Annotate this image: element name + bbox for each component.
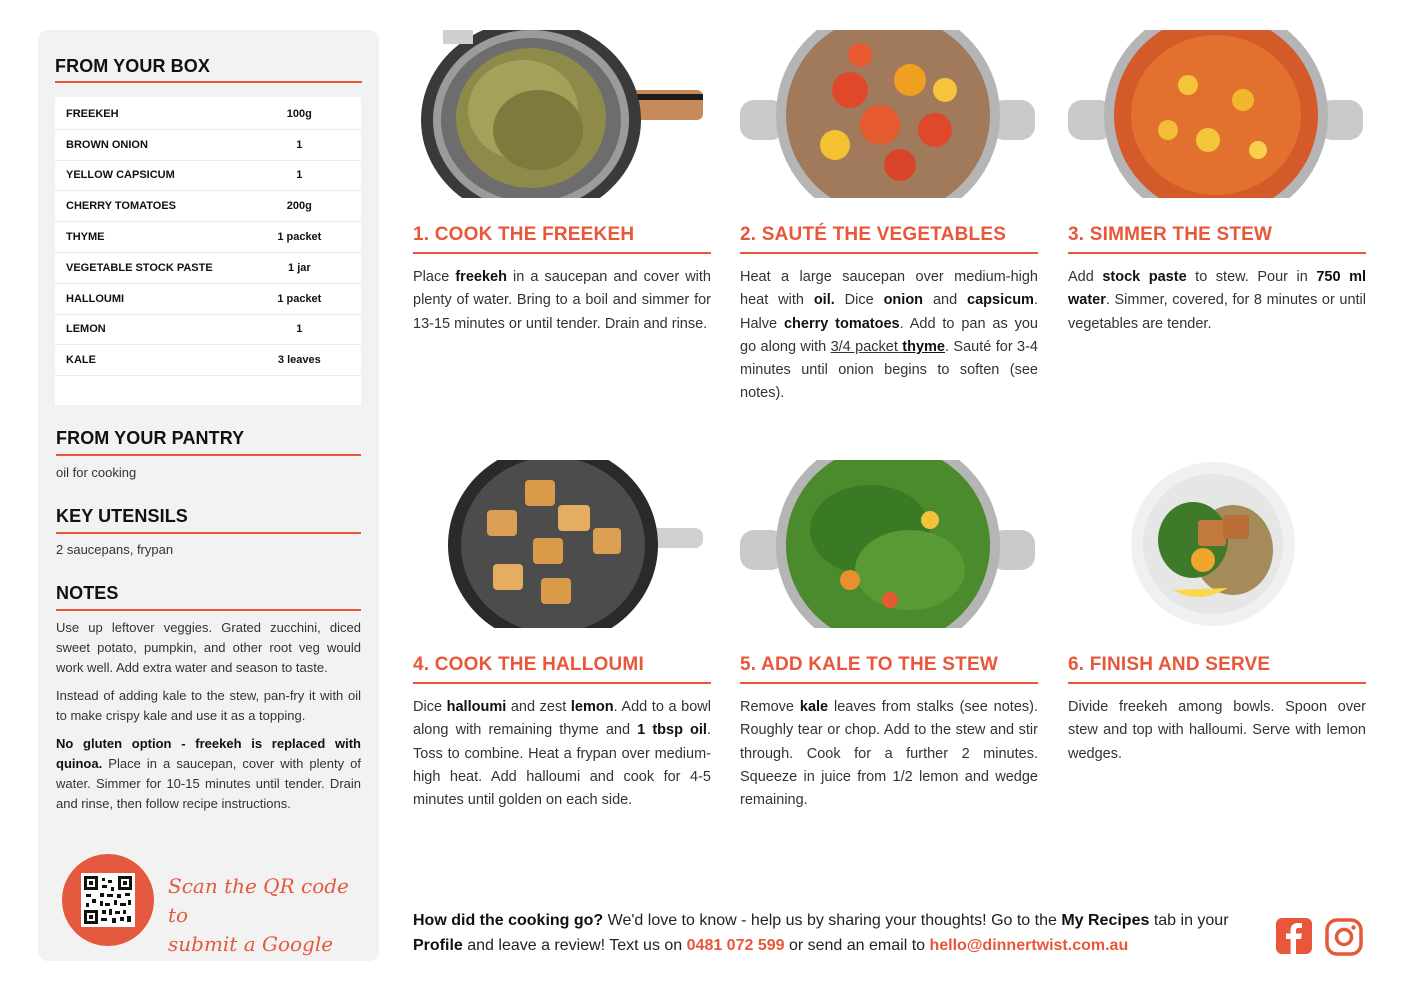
step-6-photo	[1068, 460, 1366, 628]
ingredient-qty: 1 packet	[277, 292, 322, 305]
ingredient-name: YELLOW CAPSICUM	[66, 169, 175, 182]
text-run: halloumi	[446, 699, 507, 715]
utensils-title: KEY UTENSILS	[56, 506, 188, 526]
ingredient-qty: 1 packet	[277, 231, 322, 244]
text-run: Profile	[413, 937, 463, 954]
notes-rule	[56, 609, 361, 611]
text-run: . Add to a bowl along with remaining thyme and	[413, 699, 711, 739]
facebook-icon[interactable]	[1276, 918, 1314, 956]
text-run: kale	[799, 699, 829, 715]
text-run: Heat a large saucepan over medium-high heat with	[740, 269, 1038, 309]
text-run: Divide freekeh among bowls. Spoon over stew and top with halloumi. Serve with lemon wedges.	[1068, 699, 1366, 762]
step-4-photo	[413, 460, 711, 628]
text-run: Add	[1068, 269, 1103, 285]
step-6-title: 6. FINISH AND SERVE	[1068, 654, 1271, 675]
ingredient-row	[55, 191, 361, 222]
text-run: 3/4 packet	[830, 338, 903, 355]
ingredient-name: CHERRY TOMATOES	[66, 200, 177, 213]
text-run: freekeh	[455, 269, 507, 285]
text-run: How did the cooking go?	[413, 912, 604, 929]
text-run: Remove	[740, 699, 800, 715]
text-run: Place	[413, 269, 456, 285]
ingredient-row	[55, 345, 361, 376]
text-run: 750 ml water	[1068, 269, 1366, 309]
text-run: and	[923, 292, 968, 309]
text-run: in a saucepan and cover with plenty of water. Bring to a boil and simmer for 13-15 minutes or until tender. Drain and rinse.	[413, 269, 711, 332]
text-run: 1 tbsp oil	[637, 722, 707, 739]
ingredient-qty: 1 jar	[288, 261, 311, 274]
text-run: capsicum	[967, 292, 1034, 309]
qr-code-icon[interactable]	[81, 873, 135, 927]
notes-gluten-bold: No gluten option - freekeh is replaced with quinoa.	[56, 736, 361, 771]
text-run: . Add to pan as you go along with	[740, 315, 1038, 355]
text-run: lemon	[570, 699, 614, 715]
step-3-rule	[1068, 252, 1366, 254]
ingredient-qty: 3 leaves	[277, 354, 321, 367]
step-1-body	[413, 266, 711, 336]
step-4-title: 4. COOK THE HALLOUMI	[413, 654, 644, 675]
text-run: to stew. Pour in	[1186, 269, 1317, 285]
text-run: . Sauté for 3-4 minutes until onion begins to soften (see notes).	[740, 338, 1038, 402]
qr-code-badge[interactable]	[62, 854, 154, 946]
notes-paragraph-2: Instead of adding kale to the stew, pan-fry it with oil to make crispy kale and use it as a topping.	[56, 688, 361, 723]
text-run: and leave a review! Text us on	[462, 937, 687, 954]
step-3-body	[1068, 266, 1366, 336]
qr-caption-line-1: Scan the QR code to	[168, 874, 349, 927]
step-4-rule	[413, 682, 711, 684]
ingredient-name: FREEKEH	[66, 107, 119, 120]
ingredient-name: KALE	[66, 354, 96, 367]
ingredient-name: HALLOUMI	[66, 292, 125, 305]
ingredient-qty: 1	[296, 323, 303, 336]
step-1-title: 1. COOK THE FREEKEH	[413, 224, 635, 245]
step-2-photo	[740, 30, 1038, 198]
step-1-photo	[413, 30, 711, 198]
feedback-footer	[413, 908, 1263, 958]
ingredient-name: BROWN ONION	[66, 138, 148, 151]
text-run: We'd love to know - help us by sharing your thoughts! Go to the	[603, 912, 1062, 929]
step-5-rule	[740, 682, 1038, 684]
ingredient-row	[55, 253, 361, 284]
pantry-title: FROM YOUR PANTRY	[56, 428, 245, 448]
step-2-body	[740, 266, 1038, 406]
text-run: Dice	[834, 292, 884, 309]
notes-paragraph-3	[56, 734, 361, 814]
notes-gluten-rest: Place in a saucepan, cover with plenty of water. Simmer for 10-15 minutes until tender. Drain and rinse, then follow recipe instructions.	[56, 756, 361, 811]
text-run: thyme	[902, 338, 945, 355]
ingredient-row	[55, 284, 361, 315]
qr-caption	[168, 872, 358, 959]
text-run: . Simmer, covered, for 8 minutes or until vegetables are tender.	[1068, 292, 1366, 332]
box-title: FROM YOUR BOX	[55, 56, 210, 76]
text-run: and zest	[506, 699, 571, 715]
ingredient-qty: 100g	[286, 107, 312, 120]
sidebar-panel	[38, 30, 379, 961]
ingredient-qty: 1	[296, 138, 303, 151]
ingredient-row	[55, 222, 361, 253]
box-title-rule	[55, 81, 362, 83]
ingredient-name: LEMON	[66, 323, 106, 336]
text-run: tab in your	[1149, 912, 1229, 929]
text-run: or send an email to	[784, 937, 930, 954]
text-run: leaves from stalks (see notes). Roughly tear or chop. Add to the stew and stir through. Cook for a further 2 minutes. Squeeze in juice from 1/2 lemon and wedge remaining.	[740, 699, 1038, 809]
step-3-title: 3. SIMMER THE STEW	[1068, 224, 1273, 245]
ingredient-name: THYME	[66, 231, 105, 244]
text-run: My Recipes	[1061, 912, 1150, 929]
qr-caption-line-2: submit a Google	[168, 932, 334, 956]
ingredient-name: VEGETABLE STOCK PASTE	[66, 261, 213, 274]
ingredients-table	[55, 97, 361, 405]
text-run: stock paste	[1102, 269, 1187, 285]
text-run: oil.	[813, 292, 835, 309]
ingredient-row	[55, 130, 361, 161]
step-1-rule	[413, 252, 711, 254]
step-3-photo	[1068, 30, 1366, 198]
contact-link[interactable]: hello@dinnertwist.com.au	[929, 937, 1129, 954]
ingredient-qty: 200g	[286, 200, 312, 213]
pantry-text: oil for cooking	[56, 465, 137, 480]
step-6-body	[1068, 696, 1366, 766]
text-run: . Toss to combine. Heat a frypan over medium-high heat. Add halloumi and cook for 4-5 minutes until golden on each side.	[413, 722, 711, 809]
instagram-icon[interactable]	[1325, 918, 1363, 956]
contact-link[interactable]: 0481 072 599	[686, 937, 785, 954]
step-2-rule	[740, 252, 1038, 254]
notes-paragraph-1: Use up leftover veggies. Grated zucchini, diced sweet potato, pumpkin, and other root veg would work well. Add extra water and season to taste.	[56, 620, 361, 675]
ingredient-row	[55, 161, 361, 192]
utensils-text: 2 saucepans, frypan	[56, 542, 174, 557]
ingredient-row	[55, 99, 361, 130]
text-run: . Halve	[740, 292, 1038, 332]
ingredient-row	[55, 315, 361, 346]
utensils-rule	[56, 532, 361, 534]
text-run: onion	[883, 292, 924, 309]
notes-title: NOTES	[56, 583, 119, 603]
step-5-title: 5. ADD KALE TO THE STEW	[740, 654, 998, 675]
step-2-title: 2. SAUTÉ THE VEGETABLES	[740, 224, 1007, 245]
text-run: Dice	[413, 699, 447, 715]
pantry-rule	[56, 454, 361, 456]
ingredient-qty: 1	[296, 169, 303, 182]
step-5-photo	[740, 460, 1038, 628]
step-4-body	[413, 696, 711, 812]
step-6-rule	[1068, 682, 1366, 684]
step-5-body	[740, 696, 1038, 812]
text-run: cherry tomatoes	[783, 315, 900, 332]
